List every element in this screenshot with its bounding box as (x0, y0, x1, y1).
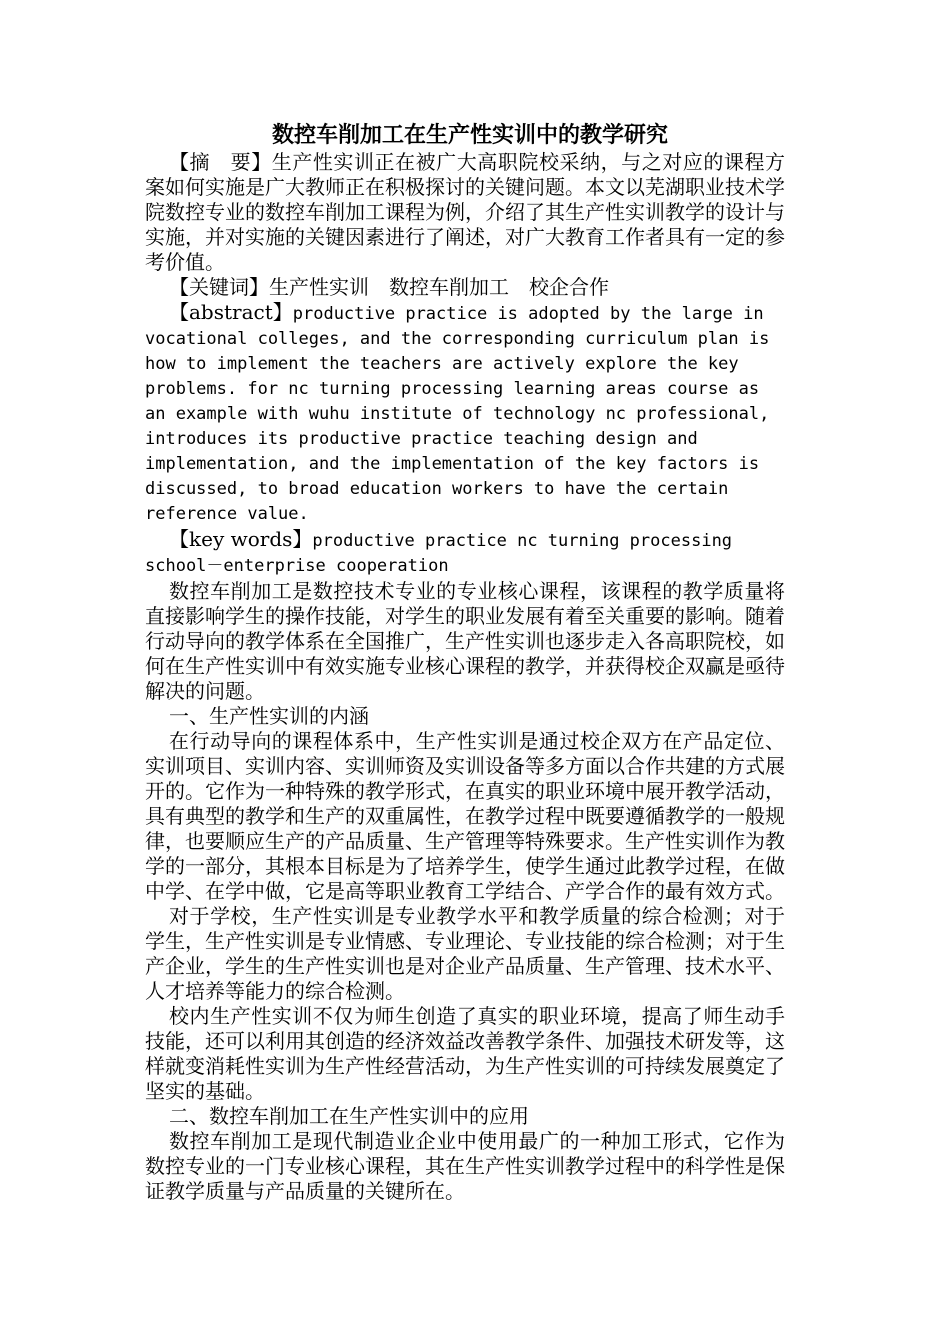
keywords-cn-label: 【关键词】 (169, 275, 269, 299)
section1-paragraph: 对于学校，生产性实训是专业教学水平和教学质量的综合检测；对于学生，生产性实训是专业情感、专业理论、专业技能的综合检测；对于生产企业，学生的生产性实训也是对企业产品质量、生产管理、技术水平、人才培养等能力的综合检测。 (145, 904, 785, 1003)
keywords-cn-text: 生产性实训 数控车削加工 校企合作 (269, 275, 609, 299)
keywords-en-label: 【key words】 (169, 527, 313, 551)
document-page (145, 120, 785, 1204)
section1-paragraph: 在行动导向的课程体系中，生产性实训是通过校企双方在产品定位、实训项目、实训内容、实训师资及实训设备等多方面以合作共建的方式展开的。它作为一种特殊的教学形式，在真实的职业环境中展开教学活动，具有典型的教学和生产的双重属性，在教学过程中既要遵循教学的一般规律，也要顺应生产的产品质量、生产管理等特殊要求。生产性实训作为教学的一部分，其根本目标是为了培养学生，使学生通过此教学过程，在做中学、在学中做，它是高等职业教育工学结合、产学合作的最有效方式。 (145, 729, 785, 903)
abstract-cn (145, 150, 785, 275)
abstract-en-label: 【abstract】 (169, 300, 293, 324)
abstract-en (145, 300, 785, 527)
intro-paragraph: 数控车削加工是数控技术专业的专业核心课程，该课程的教学质量将直接影响学生的操作技能，对学生的职业发展有着至关重要的影响。随着行动导向的教学体系在全国推广，生产性实训也逐步走入各高职院校，如何在生产性实训中有效实施专业核心课程的教学，并获得校企双赢是亟待解决的问题。 (145, 579, 785, 703)
document-title: 数控车削加工在生产性实训中的教学研究 (271, 122, 668, 148)
abstract-cn-label: 【摘 要】 (169, 150, 272, 174)
keywords-en (145, 527, 785, 579)
section1-paragraph: 校内生产性实训不仅为师生创造了真实的职业环境，提高了师生动手技能，还可以利用其创造的经济效益改善教学条件、加强技术研发等，这样就变消耗性实训为生产性经营活动，为生产性实训的可持续发展奠定了坚实的基础。 (145, 1004, 785, 1103)
keywords-en-text: productive practice nc turning processing school－enterprise cooperation (145, 531, 733, 576)
section2-paragraph: 数控车削加工是现代制造业企业中使用最广的一种加工形式，它作为数控专业的一门专业核心课程，其在生产性实训教学过程中的科学性是保证教学质量与产品质量的关键所在。 (145, 1129, 785, 1203)
abstract-en-text: productive practice is adopted by the large in vocational colleges, and the corresponding curriculum plan is how to implement the teachers are actively explore the key problems. for nc turning processing learning areas course as an example with wuhu institute of technology nc professional, introduces its productive practice teaching design and implementation, and the implementation of the key factors is discussed, to broad education workers to have the certain reference value. (145, 304, 770, 524)
abstract-cn-text: 生产性实训正在被广大高职院校采纳，与之对应的课程方案如何实施是广大教师正在积极探讨的关键问题。本文以芜湖职业技术学院数控专业的数控车削加工课程为例，介绍了其生产性实训教学的设计与实施，并对实施的关键因素进行了阐述，对广大教育工作者具有一定的参考价值。 (145, 150, 786, 274)
section2-heading: 二、数控车削加工在生产性实训中的应用 (169, 1104, 529, 1128)
keywords-cn (145, 275, 785, 300)
section1-heading: 一、生产性实训的内涵 (169, 704, 369, 728)
